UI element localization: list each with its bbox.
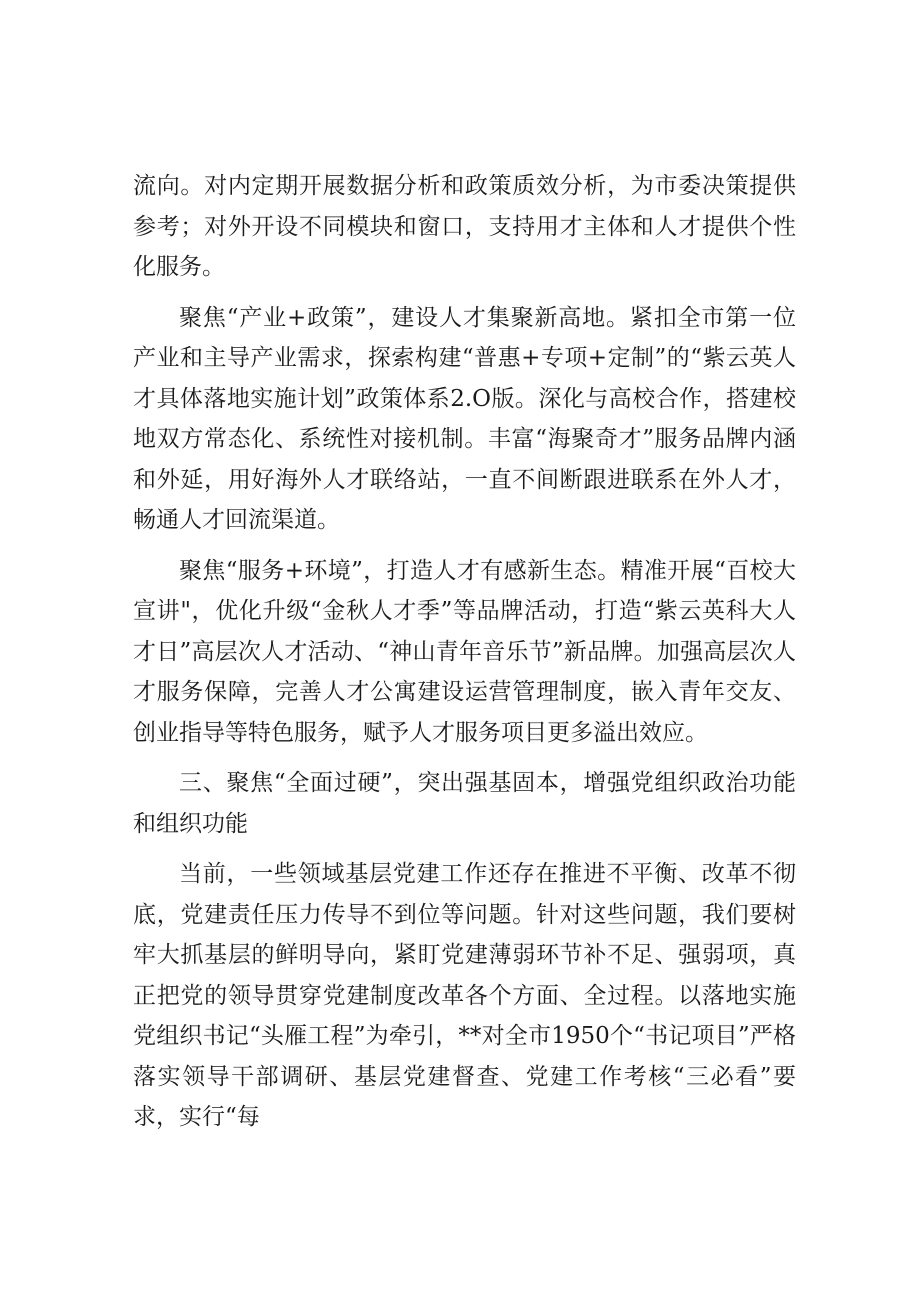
paragraph-party-building: 当前，一些领域基层党建工作还存在推进不平衡、改革不彻底，党建责任压力传导不到位等问题。针对这些问题，我们要树牢大抓基层的鲜明导向，紧盯党建薄弱环节补不足、强弱项，真正把党的领导贯穿党建制度改革各个方面、全过程。以落地实施党组织书记“头雁工程”为牵引，**对全市1950个“书记项目”严格落实领导干部调研、基层党建督查、党建工作考核“三必看”要求，实行“每 bbox=[133, 861, 796, 1130]
paragraph-continuation: 流向。对内定期开展数据分析和政策质效分析，为市委决策提供参考；对外开设不同模块和窗口，支持用才主体和人才提供个性化服务。 bbox=[133, 173, 796, 280]
paragraph-service-environment: 聚焦“服务+环境”，打造人才有感新生态。精准开展“百校大宣讲"，优化升级“金秋人才季”等品牌活动，打造“紫云英科大人才日”高层次人才活动、“神山青年音乐节”新品牌。加强高层次人才服务保障，完善人才公寓建设运营管理制度，嵌入青年交友、创业指导等特色服务，赋予人才服务项目更多溢出效应。 bbox=[133, 557, 796, 746]
document-body bbox=[133, 166, 796, 1148]
paragraph-industry-policy: 聚焦“产业+政策”，建设人才集聚新高地。紧扣全市第一位产业和主导产业需求，探索构建“普惠+专项+定制”的“紫云英人才具体落地实施计划”政策体系2.O版。深化与高校合作，搭建校地双方常态化、系统性对接机制。丰富“海聚奇才”服务品牌内涵和外延，用好海外人才联络站，一直不间断跟进联系在外人才，畅通人才回流渠道。 bbox=[133, 304, 796, 533]
section-heading-3: 三、聚焦“全面过硬”，突出强基固本，增强党组织政治功能和组织功能 bbox=[133, 770, 796, 837]
